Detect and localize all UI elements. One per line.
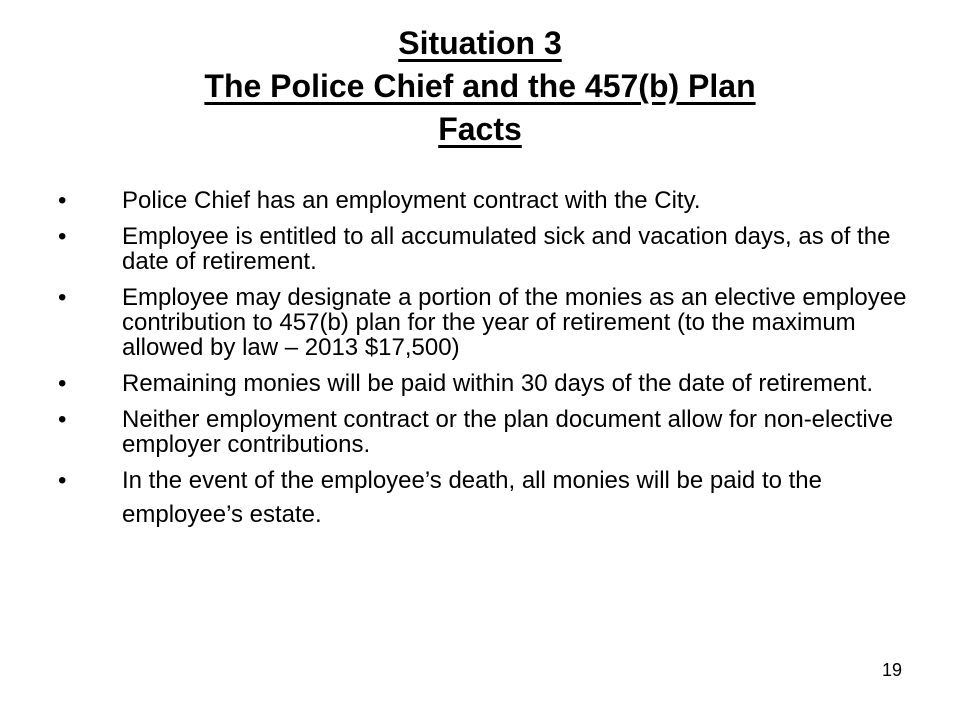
- bullet-text: Employee may designate a portion of the monies as an elective employee contribution to 457(b) plan for the year of retirement (to the maximum allowed by law – 2013 $17,500): [122, 284, 907, 361]
- slide-title: [0, 22, 960, 151]
- bullet-text: Employee is entitled to all accumulated sick and vacation days, as of the date of retirement.: [122, 223, 891, 275]
- bullet-dot: •: [58, 406, 67, 433]
- bullet-item: [58, 224, 908, 274]
- bullet-item: [58, 371, 908, 396]
- title-line-subject: The Police Chief and the 457(b) Plan: [204, 68, 756, 104]
- bullet-item: [58, 285, 908, 360]
- bullet-dot: •: [58, 284, 67, 311]
- bullet-item: [58, 407, 908, 457]
- bullet-list: [58, 188, 908, 543]
- bullet-text: Police Chief has an employment contract with the City.: [122, 187, 701, 214]
- bullet-text: Neither employment contract or the plan document allow for non-elective employer contributions.: [122, 406, 894, 458]
- bullet-dot: •: [58, 370, 67, 397]
- bullet-dot: •: [58, 467, 67, 494]
- title-line-facts: Facts: [438, 111, 522, 147]
- title-line-situation: Situation 3: [398, 25, 562, 61]
- bullet-dot: •: [58, 187, 67, 214]
- bullet-text: Remaining monies will be paid within 30 days of the date of retirement.: [122, 370, 874, 397]
- bullet-item: [58, 464, 908, 532]
- bullet-text: In the event of the employee’s death, all monies will be paid to the employee’s estate.: [122, 467, 822, 528]
- page-number: 19: [881, 660, 902, 680]
- bullet-item: [58, 188, 908, 213]
- bullet-dot: •: [58, 223, 67, 250]
